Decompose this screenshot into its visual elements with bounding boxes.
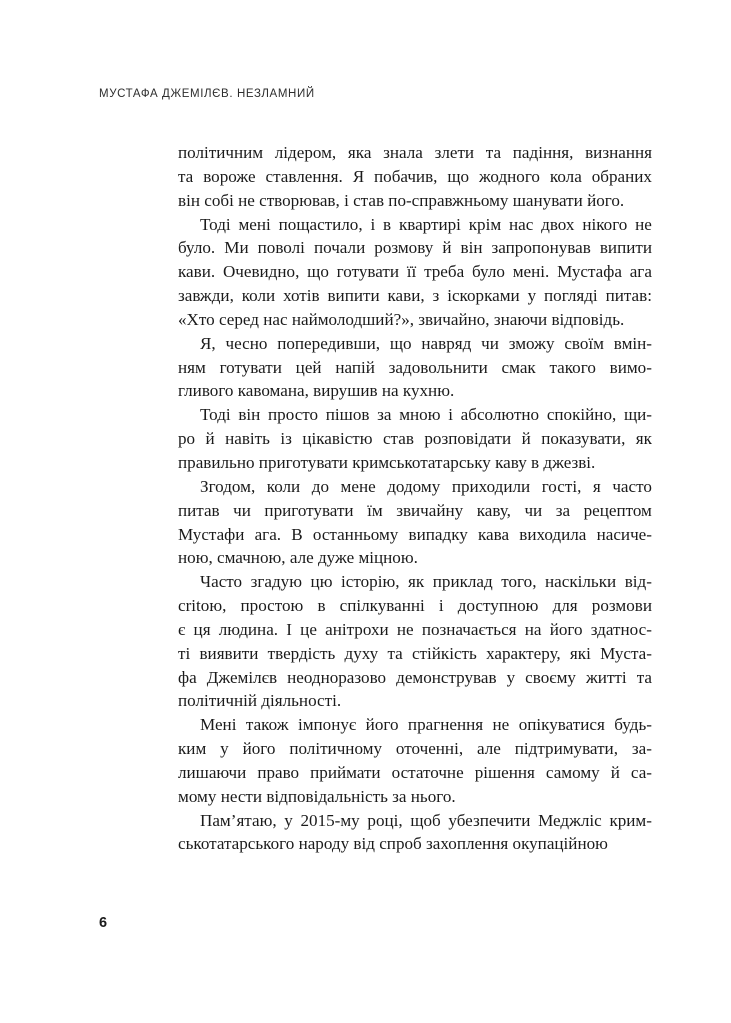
word: його (242, 739, 276, 759)
text-line (178, 713, 652, 737)
word: по-справжньому (388, 190, 513, 210)
word: щи- (623, 405, 652, 425)
word: падіння, (512, 143, 574, 162)
word: наймолодший?», (291, 309, 419, 329)
word: готувати (336, 262, 399, 282)
word: навряд (421, 333, 472, 353)
word: того, (501, 572, 537, 592)
word: гості, (541, 476, 582, 496)
word: опікуватися (518, 715, 605, 735)
text-line (178, 689, 652, 713)
word: розповідати (424, 429, 512, 449)
word: Пам’ятаю, (200, 810, 277, 830)
word: остаточне (391, 762, 464, 782)
word: фа (178, 667, 197, 687)
word: поволі (257, 238, 305, 258)
word: й (521, 429, 531, 449)
word: ця (193, 619, 211, 639)
word: я (592, 476, 601, 496)
word: діяльності. (261, 691, 342, 711)
word: її (406, 262, 417, 282)
word: останньому (312, 524, 399, 544)
word: випадку (408, 524, 468, 544)
word: Згодом, (200, 476, 256, 496)
word: міцною. (358, 548, 418, 568)
text-line (178, 785, 652, 809)
word: убезпечити (448, 810, 531, 830)
word: не (238, 190, 260, 210)
word: захоплення (426, 834, 513, 854)
word: в (317, 596, 326, 616)
word: спроб (379, 834, 427, 854)
word: насиче- (596, 524, 652, 544)
word: І (286, 619, 292, 639)
word: кухню. (402, 381, 455, 401)
word: коли (241, 286, 276, 306)
word: не (635, 214, 652, 234)
word: зможу (508, 333, 555, 353)
word: ськотатарського (178, 834, 299, 854)
word: додому (387, 476, 441, 496)
word: за (392, 786, 411, 806)
word: було. (178, 238, 216, 258)
word: і (438, 596, 444, 616)
word: його. (587, 190, 625, 210)
text-line (178, 618, 652, 642)
word: він (178, 190, 205, 210)
word: створював, (259, 190, 345, 210)
word: здатнос- (590, 619, 652, 639)
text-line (178, 213, 652, 237)
word: Мустафа (557, 262, 622, 282)
word: характеру, (486, 643, 561, 663)
word: ням (178, 357, 206, 377)
text-line (178, 427, 652, 451)
text-line (178, 523, 652, 547)
word: випити (599, 238, 652, 258)
text-line (178, 332, 652, 356)
word: відповідь. (551, 309, 625, 329)
word: став (353, 190, 389, 210)
text-line (178, 165, 652, 189)
word: злети (434, 143, 475, 162)
word: не (396, 619, 414, 639)
word: знаючи (493, 309, 552, 329)
word: нас (509, 214, 534, 234)
word: став (382, 429, 414, 449)
word: є (178, 619, 186, 639)
word: приклад (432, 572, 493, 592)
word: показувати, (541, 429, 626, 449)
word: «Хто (178, 309, 219, 329)
word: й (205, 429, 215, 449)
word: пішов (325, 405, 370, 425)
word: та (387, 643, 403, 663)
word: його (365, 715, 399, 735)
word: Муста- (600, 643, 652, 663)
body-text (178, 141, 652, 856)
word: демонстрував (396, 667, 497, 687)
word: кола (549, 166, 582, 186)
text-line (178, 236, 652, 260)
text-line (178, 308, 652, 332)
word: своїм (564, 333, 604, 353)
word: але (477, 739, 501, 759)
word: він (238, 405, 261, 425)
word: кримськотатарську (352, 452, 496, 472)
word: Я (352, 166, 365, 186)
word: його (549, 619, 583, 639)
word: лишаючи (178, 762, 247, 782)
word: яка (347, 143, 372, 162)
word: приготувати (264, 500, 354, 520)
word: питав: (605, 286, 652, 306)
word: і (370, 214, 376, 234)
paragraph (178, 213, 652, 332)
word: навіть (225, 429, 270, 449)
word: спілкуванні (339, 596, 425, 616)
word: що (389, 333, 412, 353)
word: неодноразово (287, 667, 387, 687)
word: відповідальність (266, 786, 393, 806)
paragraph (178, 475, 652, 570)
word: чи (481, 333, 499, 353)
word: са- (630, 762, 652, 782)
word: цей (295, 357, 322, 377)
word: оточенні, (395, 739, 464, 759)
word: році, (367, 810, 403, 830)
word: попередивши, (277, 333, 381, 353)
text-line (178, 356, 652, 380)
word: цікавістю (302, 429, 373, 449)
word: як (408, 572, 425, 592)
word: у (284, 810, 293, 830)
word: Часто (200, 572, 243, 592)
word: дуже (317, 548, 359, 568)
word: народу (298, 834, 354, 854)
text-line (178, 737, 652, 761)
word: випити (327, 286, 380, 306)
word: у (220, 739, 229, 759)
word: Меджліс (538, 810, 602, 830)
word: він (460, 238, 483, 258)
word: від (353, 834, 380, 854)
word: рецептом (583, 500, 652, 520)
paragraph (178, 141, 652, 213)
word: нікого (582, 214, 628, 234)
word: до (311, 476, 329, 496)
word: кави, (387, 286, 425, 306)
word: готувати (219, 357, 282, 377)
word: кавомана, (237, 381, 314, 401)
word: приймати (310, 762, 381, 782)
word: за (555, 500, 571, 520)
word: Тоді (200, 405, 231, 425)
word: Ми (224, 238, 249, 258)
text-line (178, 546, 652, 570)
word: підтримувати, (514, 739, 618, 759)
word: ро (178, 429, 196, 449)
word: та (178, 166, 194, 186)
word: імпонує (297, 715, 357, 735)
word: жодного (479, 166, 540, 186)
word: в (383, 214, 392, 234)
text-line (178, 189, 652, 213)
word: Мустафи (178, 524, 245, 544)
word: напій (335, 357, 375, 377)
word: звичайну (396, 500, 464, 520)
word: згадую (250, 572, 302, 592)
word: правильно (178, 452, 259, 472)
word: за- (631, 739, 652, 759)
word: розмову (374, 238, 434, 258)
word: двох (541, 214, 575, 234)
text-line (178, 451, 652, 475)
word: вороже (203, 166, 256, 186)
word: самому (545, 762, 600, 782)
word: політичному (289, 739, 383, 759)
word: Мені (200, 715, 237, 735)
word: В (291, 524, 303, 544)
word: прагнення (407, 715, 484, 735)
text-line (178, 832, 652, 856)
text-line (178, 379, 652, 403)
word: нього. (410, 786, 456, 806)
text-line (178, 761, 652, 785)
word: чи (233, 500, 251, 520)
word: мені (238, 214, 271, 234)
word: людина. (218, 619, 279, 639)
word: мому (178, 786, 221, 806)
word: гливого (178, 381, 238, 401)
word: із (280, 429, 292, 449)
text-line (178, 594, 652, 618)
word: для (552, 596, 578, 616)
word: ставлення. (265, 166, 343, 186)
word: такого (549, 357, 596, 377)
word: історію, (341, 572, 400, 592)
word: ким (178, 739, 207, 759)
word: нас (263, 309, 292, 329)
word: завжди, (178, 286, 234, 306)
word: ага (629, 262, 652, 282)
word: часто (612, 476, 652, 496)
word: собі (204, 190, 239, 210)
paragraph (178, 332, 652, 404)
word: щоб (410, 810, 441, 830)
word: наскільки (545, 572, 617, 592)
text-line (178, 403, 652, 427)
word: просто (268, 405, 319, 425)
word: 2015-му (300, 810, 360, 830)
word: своєму (525, 667, 576, 687)
text-line (178, 499, 652, 523)
word: коли (266, 476, 301, 496)
word: приготувати (258, 452, 353, 472)
word: вмін- (613, 333, 652, 353)
paragraph (178, 403, 652, 475)
word: крим- (609, 810, 652, 830)
word: на (524, 619, 542, 639)
word: вирушив (313, 381, 382, 401)
word: лідером, (274, 143, 337, 162)
word: на (381, 381, 403, 401)
word: ага. (254, 524, 282, 544)
word: й (610, 762, 620, 782)
word: почали (313, 238, 366, 258)
word: ною, (178, 548, 218, 568)
running-head: МУСТАФА ДЖЕМІЛЄВ. НЕЗЛАМНИЙ (99, 88, 315, 100)
word: твердість (267, 643, 336, 663)
word: кава (478, 524, 510, 544)
word: спокійно, (546, 405, 617, 425)
word: доступною (457, 596, 539, 616)
word: також (245, 715, 289, 735)
word: духу (344, 643, 379, 663)
word: смак (501, 357, 536, 377)
word: у (506, 667, 516, 687)
text-line (178, 141, 652, 165)
word: та (485, 143, 502, 162)
word: каву (495, 452, 532, 472)
word: і (448, 405, 453, 425)
word: що (447, 166, 470, 186)
word: пощастило, (278, 214, 363, 234)
word: погляді (544, 286, 598, 306)
word: виявити (199, 643, 259, 663)
word: хотів (283, 286, 320, 306)
word: розмови (591, 596, 652, 616)
paragraph (178, 713, 652, 808)
text-line (178, 475, 652, 499)
word: квартирі (398, 214, 461, 234)
word: визнання (585, 143, 652, 162)
word: Тоді (200, 214, 231, 234)
word: політичним (178, 143, 264, 162)
word: каву, (476, 500, 511, 520)
text-line (178, 284, 652, 308)
word: було (471, 262, 505, 282)
word: Джемілєв (206, 667, 278, 687)
word: які (569, 643, 591, 663)
word: знала (383, 143, 423, 162)
word: будь- (614, 715, 652, 735)
word: і (344, 190, 354, 210)
word: рішення (474, 762, 535, 782)
text-line (178, 260, 652, 284)
paragraph (178, 809, 652, 857)
word: вимо- (609, 357, 652, 377)
word: житті (586, 667, 627, 687)
word: цю (310, 572, 333, 592)
word: не (492, 715, 510, 735)
word: та (636, 667, 652, 687)
word: позначається (421, 619, 517, 639)
word: як (635, 429, 652, 449)
text-line (178, 642, 652, 666)
word: у (527, 286, 537, 306)
word: політичній (178, 691, 262, 711)
word: серед (218, 309, 264, 329)
text-line (178, 570, 652, 594)
word: смачною, (217, 548, 290, 568)
word: джезві. (543, 452, 596, 472)
word: окупаційною (512, 834, 608, 854)
word: стійкість (411, 643, 477, 663)
word: в (531, 452, 544, 472)
word: приходили (451, 476, 531, 496)
word: чи (524, 500, 543, 520)
word: Я, (200, 333, 216, 353)
word: треба (424, 262, 465, 282)
text-line (178, 809, 652, 833)
word: кави. (178, 262, 216, 282)
word: мною (399, 405, 441, 425)
word: обраних (591, 166, 652, 186)
word: critою, (178, 596, 227, 616)
word: це (300, 619, 317, 639)
word: й (442, 238, 452, 258)
word: звичайно, (418, 309, 494, 329)
word: але (289, 548, 318, 568)
word: крім (468, 214, 502, 234)
word: анітрохи (325, 619, 389, 639)
word: право (257, 762, 300, 782)
word: простою (240, 596, 304, 616)
word: Очевидно, (222, 262, 300, 282)
text-line (178, 666, 652, 690)
word: побачив, (374, 166, 438, 186)
word: чесно (225, 333, 268, 353)
word: мені. (512, 262, 550, 282)
word: нести (220, 786, 267, 806)
word: мене (340, 476, 376, 496)
word: абсолютно (460, 405, 540, 425)
word: з (432, 286, 440, 306)
word: іскорками (447, 286, 520, 306)
word: ті (178, 643, 191, 663)
word: виходила (519, 524, 587, 544)
word: запропонував (491, 238, 591, 258)
word: задовольнити (388, 357, 488, 377)
word: питав (178, 500, 220, 520)
word: від- (624, 572, 652, 592)
word: за (377, 405, 392, 425)
word: їм (367, 500, 383, 520)
paragraph (178, 570, 652, 713)
word: шанувати (512, 190, 588, 210)
page-number: 6 (99, 915, 108, 931)
word: що (307, 262, 329, 282)
